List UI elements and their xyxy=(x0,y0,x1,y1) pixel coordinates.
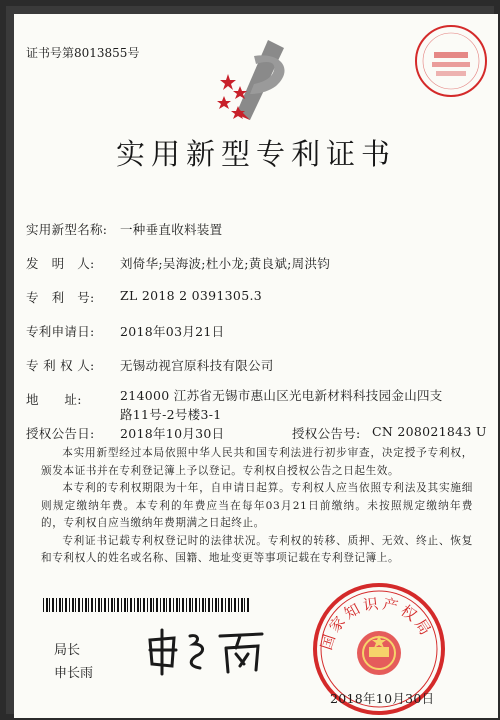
patent-number-label: 专 利 号: xyxy=(26,290,95,305)
body-paragraph-2: 本专利的专利权期限为十年，自申请日起算。专利权人应当依照专利法及其实施细则规定缴纳年费。本专利的年费应当在每年03月21日前缴纳。未按照规定缴纳年费的，专利权自应当缴纳年费期满之日起终止。 xyxy=(41,482,473,529)
address-line-1: 214000 江苏省无锡市惠山区光电新材料科技园金山四支 xyxy=(120,388,443,403)
patent-office-emblem xyxy=(210,34,302,126)
grant-date-label: 授权公告日: xyxy=(26,426,95,441)
inventors-label: 发 明 人: xyxy=(26,256,95,271)
filing-date: 2018年03月21日 xyxy=(120,324,225,339)
certificate-title: 实用新型专利证书 xyxy=(115,137,396,171)
agency-stamp xyxy=(412,22,490,100)
address-line-2: 路11号-2号楼3-1 xyxy=(120,407,222,422)
director-name: 申长雨 xyxy=(54,666,94,681)
grant-number-label: 授权公告号: xyxy=(292,426,361,441)
filing-date-label: 专利申请日: xyxy=(26,324,95,339)
patent-holder-label: 专 利 权 人: xyxy=(26,358,95,373)
utility-model-name-label: 实用新型名称: xyxy=(26,222,108,237)
certificate-number: 证书号第8013855号 xyxy=(26,46,140,60)
certificate-paper xyxy=(14,14,498,718)
utility-model-name: 一种垂直收料装置 xyxy=(120,222,223,237)
address-label: 地 址: xyxy=(26,392,82,407)
barcode xyxy=(43,598,251,612)
body-paragraph-3: 专利证书记载专利权登记时的法律状况。专利权的转移、质押、无效、终止、恢复和专利权人的姓名或名称、国籍、地址变更等事项记载在专利登记簿上。 xyxy=(41,534,473,564)
inventors: 刘倚华;吴海波;杜小龙;黄良斌;周洪钧 xyxy=(120,256,331,271)
director-signature xyxy=(144,626,284,676)
certificate-body xyxy=(41,445,473,568)
svg-text:国家知识产权局: 国家知识产权局 xyxy=(317,594,437,653)
grant-date: 2018年10月30日 xyxy=(120,426,225,441)
director-title: 局长 xyxy=(54,643,81,658)
body-paragraph-1: 本实用新型经过本局依照中华人民共和国专利法进行初步审查，决定授予专利权，颁发本证书并在专利登记簿上予以登记。专利权自授权公告之日起生效。 xyxy=(41,447,473,477)
seal-date: 2018年10月30日 xyxy=(330,691,435,706)
patent-holder: 无锡动视宫原科技有限公司 xyxy=(120,358,274,373)
patent-number: ZL 2018 2 0391305.3 xyxy=(120,288,262,303)
grant-number: CN 208021843 U xyxy=(372,424,487,439)
